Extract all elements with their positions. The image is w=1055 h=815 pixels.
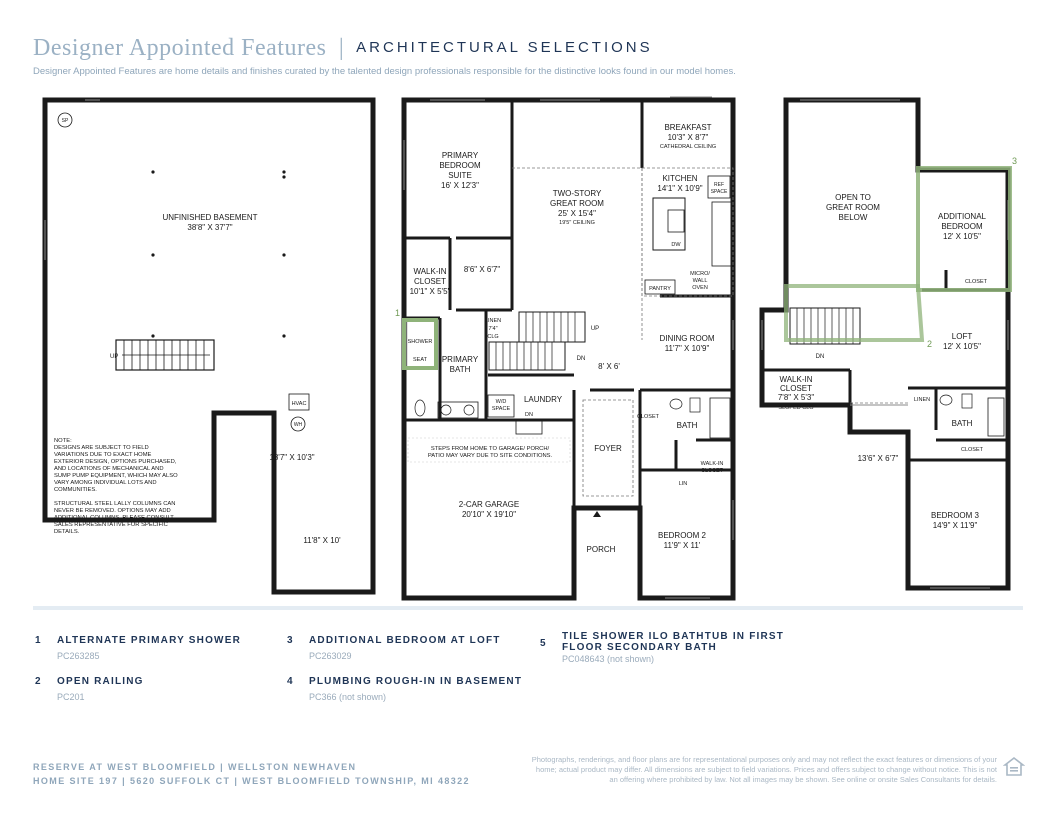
svg-text:14'9" X 11'9": 14'9" X 11'9" [932, 521, 978, 530]
svg-text:PRIMARY: PRIMARY [441, 151, 479, 160]
svg-text:COMMUNITIES.: COMMUNITIES. [54, 487, 97, 493]
lally-columns [151, 170, 285, 337]
svg-text:GREAT ROOM: GREAT ROOM [550, 199, 604, 208]
svg-text:SPACE: SPACE [491, 406, 511, 412]
entry-arrow-icon [593, 511, 601, 517]
svg-text:VARIATIONS DUE TO EXACT HOME: VARIATIONS DUE TO EXACT HOME [54, 452, 152, 458]
svg-text:CLOSET: CLOSET [413, 277, 447, 286]
option-1-name: ALTERNATE PRIMARY SHOWER [57, 635, 241, 646]
svg-text:BATH: BATH [676, 421, 698, 430]
svg-text:19'5" CEILING: 19'5" CEILING [559, 220, 595, 226]
svg-text:SALES REPRESENTATIVE FOR SPECI: SALES REPRESENTATIVE FOR SPECIFIC [54, 522, 168, 528]
svg-text:CLOSET: CLOSET [700, 468, 724, 474]
svg-text:VARY AMONG INDIVIDUAL LOTS AND: VARY AMONG INDIVIDUAL LOTS AND [54, 480, 157, 486]
option-2-highlight [786, 286, 922, 340]
svg-text:DESIGNS ARE SUBJECT TO FIELD: DESIGNS ARE SUBJECT TO FIELD [54, 445, 149, 451]
svg-text:PORCH: PORCH [586, 545, 616, 554]
option-4-name: PLUMBING ROUGH-IN IN BASEMENT [309, 676, 523, 687]
svg-text:CLOSET: CLOSET [960, 447, 984, 453]
svg-text:OPEN TO: OPEN TO [835, 193, 871, 202]
svg-text:GREAT ROOM: GREAT ROOM [826, 203, 880, 212]
svg-text:W/D: W/D [495, 399, 507, 405]
option-5-name-line2: FLOOR SECONDARY BATH [562, 642, 717, 653]
svg-text:DETAILS.: DETAILS. [54, 529, 80, 535]
svg-text:12' X 10'5": 12' X 10'5" [943, 232, 981, 241]
hvac-label: HVAC [291, 401, 307, 407]
svg-text:DN: DN [576, 356, 586, 362]
svg-text:LAUNDRY: LAUNDRY [523, 395, 563, 404]
svg-text:LINEN: LINEN [484, 318, 502, 324]
callout-3: 3 [1012, 156, 1018, 166]
svg-text:AND LOCATIONS OF MECHANICAL AN: AND LOCATIONS OF MECHANICAL AND [54, 466, 164, 472]
svg-text:14'1" X 10'9": 14'1" X 10'9" [657, 184, 703, 193]
svg-text:8' X 6': 8' X 6' [598, 362, 620, 371]
svg-text:PRIMARY: PRIMARY [441, 355, 479, 364]
svg-text:SEAT: SEAT [413, 357, 427, 363]
svg-text:EXTERIOR DESIGN, OPTIONS PURCH: EXTERIOR DESIGN, OPTIONS PURCHASED, [54, 459, 177, 465]
section-divider [33, 606, 1023, 610]
basement-name: UNFINISHED BASEMENT [162, 213, 258, 222]
svg-text:13'6" X 6'7": 13'6" X 6'7" [857, 454, 899, 463]
svg-text:PANTRY: PANTRY [649, 286, 671, 292]
svg-text:ADDITIONAL: ADDITIONAL [937, 212, 987, 221]
svg-text:WALK-IN: WALK-IN [779, 375, 813, 384]
svg-text:DN: DN [815, 354, 825, 360]
svg-text:STRUCTURAL STEEL LALLY COLUMNS: STRUCTURAL STEEL LALLY COLUMNS CAN [54, 501, 176, 507]
svg-text:OVEN: OVEN [692, 285, 708, 291]
equal-housing-opportunity-icon [1003, 756, 1025, 778]
svg-text:2-CAR GARAGE: 2-CAR GARAGE [458, 500, 520, 509]
svg-text:SUMP PUMP EQUIPMENT, WHICH MAY: SUMP PUMP EQUIPMENT, WHICH MAY ALSO [54, 473, 178, 479]
svg-text:12' X 10'5": 12' X 10'5" [943, 342, 981, 351]
svg-text:BATH: BATH [449, 365, 471, 374]
second-floor-labels [778, 193, 988, 530]
svg-text:25' X 15'4": 25' X 15'4" [558, 209, 596, 218]
option-5-name-line1: TILE SHOWER ILO BATHTUB IN FIRST [562, 631, 785, 642]
disclaimer: Photographs, renderings, and floor plans are for representational purposes only and may not reflect the exact features or dimensions of your home; actual product may differ. All dimensions are subject to field variations. Prices and offers subject to change without notice. This is not an offering where prohibited by law. Not all images may be shown. See online or onsite Sales Consultants for details. [531, 755, 997, 784]
svg-text:UP: UP [590, 326, 600, 332]
svg-text:BREAKFAST: BREAKFAST [664, 123, 712, 132]
svg-text:LINEN: LINEN [913, 397, 931, 403]
svg-text:CATHEDRAL CEILING: CATHEDRAL CEILING [659, 144, 717, 150]
title-separator: | [338, 35, 344, 61]
svg-text:CLOSET: CLOSET [964, 279, 988, 285]
basement-dim-2: 18'7" X 10'3" [269, 453, 315, 462]
page-title: Designer Appointed Features [33, 35, 327, 61]
svg-text:DN: DN [525, 412, 533, 418]
community-name: RESERVE AT WEST BLOOMFIELD | WELLSTON NEWHAVEN [33, 762, 357, 772]
svg-text:WALK-IN: WALK-IN [413, 267, 447, 276]
community-info [33, 760, 470, 788]
svg-text:CLG: CLG [487, 334, 499, 340]
svg-text:11'7" X 10'9": 11'7" X 10'9" [664, 344, 710, 353]
svg-text:7'8" X 5'3": 7'8" X 5'3" [777, 393, 815, 402]
svg-text:SHOWER: SHOWER [407, 339, 433, 345]
svg-text:CLOSET: CLOSET [636, 414, 660, 420]
svg-text:BEDROOM 3: BEDROOM 3 [930, 511, 980, 520]
svg-text:DW: DW [671, 242, 681, 248]
svg-text:NEVER BE REMOVED. OPTIONS MAY: NEVER BE REMOVED. OPTIONS MAY ADD [54, 508, 171, 514]
basement-dim-3: 11'8" X 10' [303, 536, 341, 545]
svg-text:10'1" X 5'5": 10'1" X 5'5" [409, 287, 451, 296]
page-description: Designer Appointed Features are home details and finishes curated by the talented design professionals responsible for the distinctive looks found in our model homes. [33, 66, 736, 77]
callout-2: 2 [927, 339, 933, 349]
svg-text:WALK-IN: WALK-IN [700, 461, 724, 467]
svg-text:FOYER: FOYER [594, 444, 622, 453]
svg-text:7'4": 7'4" [488, 326, 498, 332]
sump-pump-label: SP [61, 118, 69, 124]
option-3-name: ADDITIONAL BEDROOM AT LOFT [309, 635, 501, 646]
svg-text:16' X 12'3": 16' X 12'3" [441, 181, 479, 190]
svg-text:KITCHEN: KITCHEN [662, 174, 698, 183]
svg-text:SPACE: SPACE [710, 189, 728, 195]
water-heater-label: WH [293, 422, 303, 428]
svg-text:WALL: WALL [692, 278, 708, 284]
svg-text:20'10" X 19'10": 20'10" X 19'10" [461, 510, 517, 519]
option-4-code: PC366 (not shown) [309, 692, 387, 702]
svg-text:REF: REF [714, 182, 724, 188]
basement-note [54, 438, 178, 535]
svg-text:BEDROOM: BEDROOM [941, 222, 983, 231]
option-5-code: PC048643 (not shown) [562, 654, 655, 664]
option-3-code: PC263029 [309, 651, 352, 661]
svg-text:SUITE: SUITE [448, 171, 472, 180]
svg-text:DINING ROOM: DINING ROOM [659, 334, 715, 343]
svg-text:ADDITIONAL COLUMNS. PLEASE CON: ADDITIONAL COLUMNS. PLEASE CONSULT [54, 515, 174, 521]
svg-text:CLOSET: CLOSET [779, 384, 813, 393]
svg-text:BELOW: BELOW [838, 213, 868, 222]
svg-text:PATIO MAY VARY DUE TO SITE CON: PATIO MAY VARY DUE TO SITE CONDITIONS. [427, 453, 553, 459]
basement-up-label: UP [110, 354, 119, 360]
page-subtitle: ARCHITECTURAL SELECTIONS [356, 39, 653, 56]
svg-text:8'6" X 6'7": 8'6" X 6'7" [463, 265, 501, 274]
svg-text:TWO-STORY: TWO-STORY [552, 189, 602, 198]
svg-text:SLOPED CLG: SLOPED CLG [778, 405, 814, 411]
svg-text:MICRO/: MICRO/ [690, 271, 710, 277]
option-2-name: OPEN RAILING [57, 676, 144, 687]
callout-1: 1 [395, 308, 401, 318]
svg-text:10'3" X 8'7": 10'3" X 8'7" [667, 133, 709, 142]
svg-text:LOFT: LOFT [951, 332, 973, 341]
svg-text:STEPS FROM HOME TO GARAGE/ POR: STEPS FROM HOME TO GARAGE/ PORCH/ [430, 446, 550, 452]
svg-text:NOTE:: NOTE: [54, 438, 72, 444]
svg-text:LIN: LIN [678, 481, 688, 487]
svg-text:BEDROOM: BEDROOM [439, 161, 481, 170]
option-2-code: PC201 [57, 692, 85, 702]
svg-text:BEDROOM 2: BEDROOM 2 [657, 531, 707, 540]
basement-dim: 38'8" X 37'7" [187, 223, 233, 232]
svg-text:11'9" X 11': 11'9" X 11' [663, 541, 701, 550]
option-1-code: PC263285 [57, 651, 100, 661]
home-site-address: HOME SITE 197 | 5620 SUFFOLK CT | WEST BLOOMFIELD TOWNSHIP, MI 48322 [33, 776, 470, 786]
svg-text:BATH: BATH [951, 419, 973, 428]
